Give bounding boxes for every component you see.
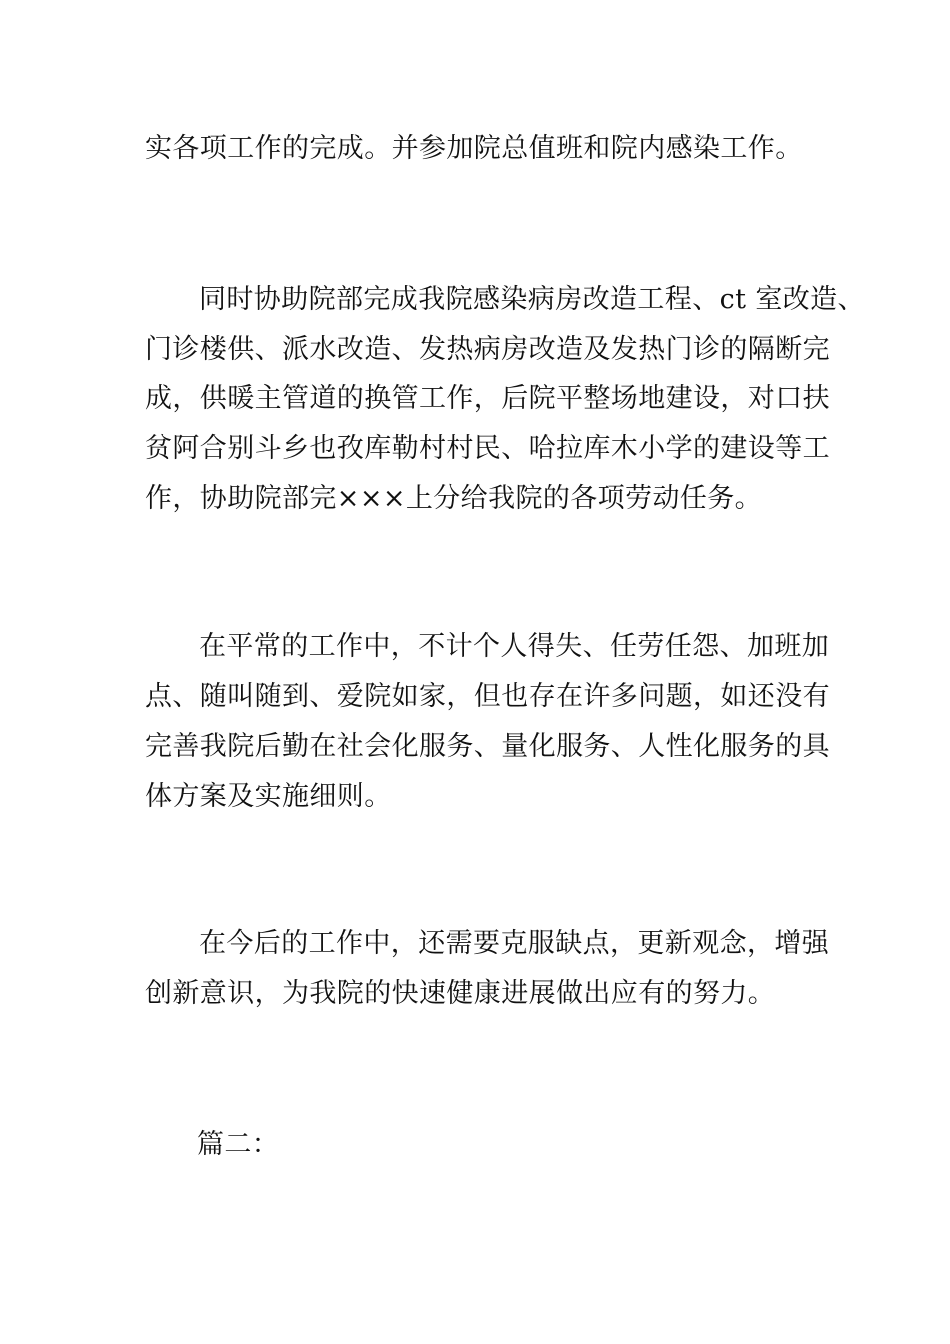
paragraph-3-line-4: 体方案及实施细则。 <box>145 781 392 812</box>
paragraph-4-line-1: 在今后的工作中，还需要克服缺点，更新观念，增强 <box>199 928 830 959</box>
paragraph-2-line-3: 成，供暖主管道的换管工作，后院平整场地建设，对口扶 <box>145 383 830 414</box>
paragraph-4-line-2: 创新意识，为我院的快速健康进展做出应有的努力。 <box>145 978 776 1009</box>
paragraph-3-line-2: 点、随叫随到、爱院如家，但也存在许多问题，如还没有 <box>145 681 830 712</box>
paragraph-1-line-1: 实各项工作的完成。并参加院总值班和院内感染工作。 <box>145 133 803 164</box>
paragraph-2-line-2: 门诊楼供、派水改造、发热病房改造及发热门诊的隔断完 <box>145 334 830 365</box>
paragraph-3-line-1: 在平常的工作中，不计个人得失、任劳任怨、加班加 <box>199 631 830 662</box>
section-heading: 篇二： <box>197 1129 280 1160</box>
paragraph-2-line-4: 贫阿合别斗乡也孜库勒村村民、哈拉库木小学的建设等工 <box>145 433 830 464</box>
paragraph-2-line-5: 作，协助院部完×××上分给我院的各项劳动任务。 <box>145 483 763 514</box>
paragraph-2-line-1: 同时协助院部完成我院感染病房改造工程、ct 室改造、 <box>199 284 865 315</box>
paragraph-3-line-3: 完善我院后勤在社会化服务、量化服务、人性化服务的具 <box>145 731 830 762</box>
